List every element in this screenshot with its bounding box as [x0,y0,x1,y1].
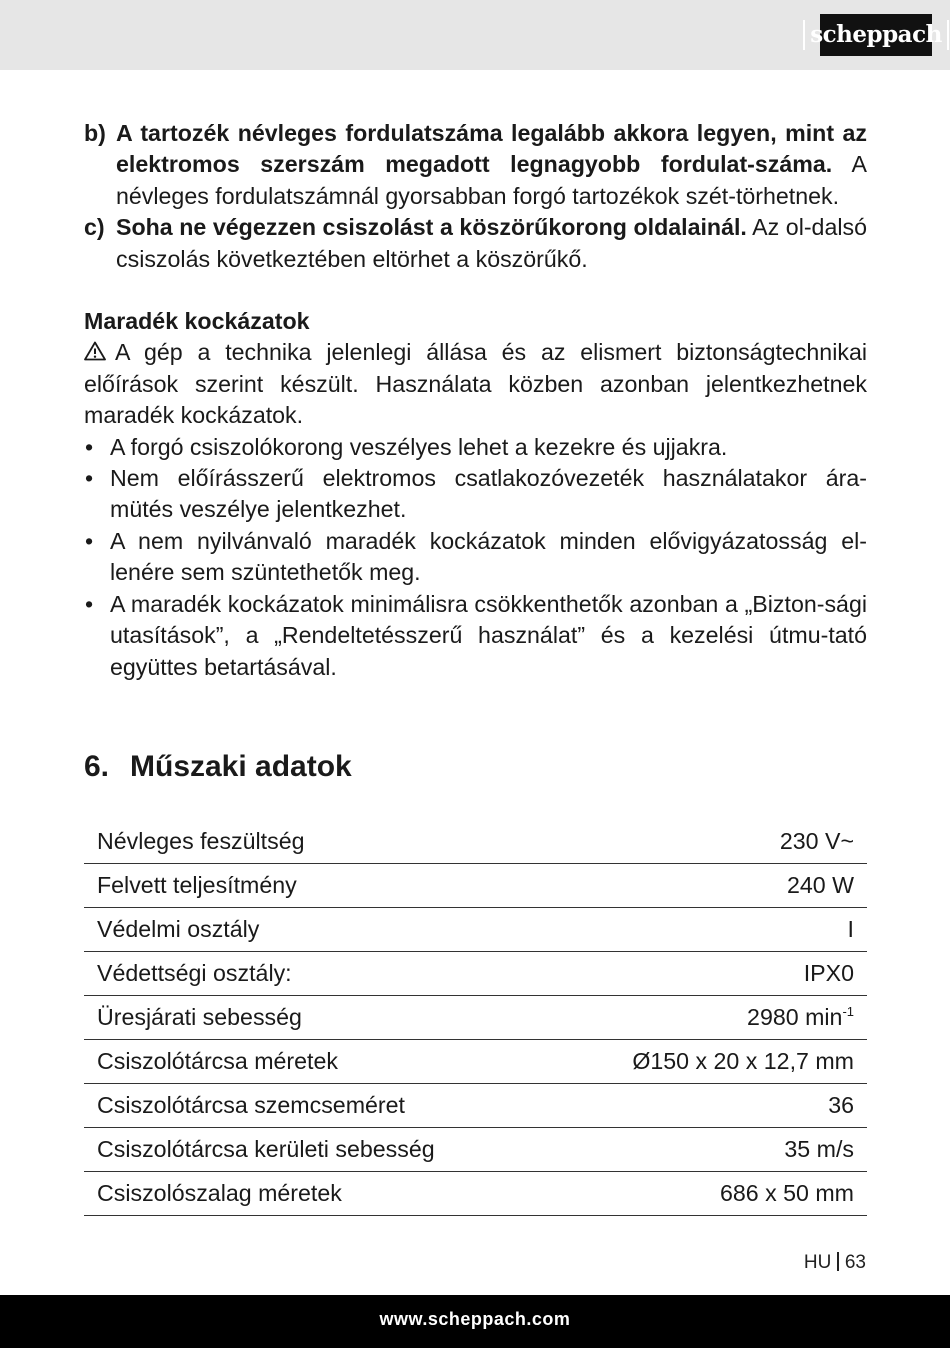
item-normal-text: Az ol-dalsó csiszolás következtében eltörhet a köszörűkő. [116,214,867,272]
page-number-value: 63 [844,1252,866,1273]
list-item-b [84,118,867,212]
residual-risks-intro [84,337,867,431]
spec-label: Névleges feszültség [84,820,550,864]
table-row [84,1128,867,1172]
bullet-icon: • [85,433,94,460]
page-content [84,118,867,683]
bullet-icon: • [85,465,94,492]
item-label: b) [84,120,106,146]
page-language: HU [803,1252,832,1273]
spec-value: Ø150 x 20 x 12,7 mm [550,1040,867,1084]
spec-label: Felvett teljesítmény [84,864,550,908]
spec-value-exponent: -1 [842,1004,854,1019]
item-normal-text: A névleges fordulatszámnál gyorsabban forgó tartozékok szét-törhetnek. [116,151,867,209]
section-title-text: Műszaki adatok [130,750,352,783]
list-item [84,463,867,526]
table-row [84,820,867,864]
bullet-text: Nem előírásszerű elektromos csatlakozóvezeték használatakor ára-mütés veszélye jelentkezhet. [110,465,867,523]
residual-risks-heading: Maradék kockázatok [84,308,310,335]
warning-icon [84,341,106,361]
technical-data-table [84,820,867,1216]
spec-value: I [550,908,867,952]
spec-label: Védettségi osztály: [84,952,550,996]
spec-value-cell [550,996,867,1040]
spec-label: Üresjárati sebesség [84,996,550,1040]
page-number [804,1252,866,1274]
spec-label: Csiszolótárcsa méretek [84,1040,550,1084]
spec-label: Védelmi osztály [84,908,550,952]
spec-label: Csiszolótárcsa kerületi sebesség [84,1128,550,1172]
item-bold-text: A tartozék névleges fordulatszáma legalább akkora legyen, mint az elektromos szerszám megadott legnagyobb fordulat-száma. [116,120,867,178]
spec-value: 35 m/s [550,1128,867,1172]
table-row [84,1084,867,1128]
header-bar [0,0,950,70]
table-row [84,908,867,952]
spec-value: IPX0 [550,952,867,996]
intro-text: A gép a technika jelenlegi állása és az elismert biztonságtechnikai előírások szerint készült. Használata közben azonban jelentkezhetnek maradék kockázatok. [84,339,867,429]
section-number: 6. [84,750,110,783]
section-title [84,750,352,784]
bullet-text: A maradék kockázatok minimálisra csökkenthetők azonban a „Bizton-sági utasítások”, a „Rendeltetésszerű használat” és a kezelési útmu-tató együttes betartásával. [110,590,867,680]
table-row [84,952,867,996]
bullet-icon: • [85,527,94,554]
bullet-text: A nem nyilvánvaló maradék kockázatok minden elővigyázatosság el-lenére sem szüntethetők meg. [110,527,867,586]
spec-value: 240 W [550,864,867,908]
item-text [116,212,867,275]
spec-value: 36 [550,1084,867,1128]
brand-logo-text: scheppach [803,20,949,50]
table-row [84,1040,867,1084]
spec-value: 2980 min [747,1004,843,1030]
spec-label: Csiszolószalag méretek [84,1172,550,1216]
list-item [84,589,867,683]
spec-value: 686 x 50 mm [550,1172,867,1216]
table-row [84,1172,867,1216]
residual-risks-list [84,432,867,683]
footer-url: www.scheppach.com [379,1309,571,1329]
list-item [84,432,867,463]
item-bold-text: Soha ne végezzen csiszolást a köszörűkorong oldalainál. [116,214,747,241]
table-row [84,864,867,908]
page-number-divider [837,1252,839,1271]
table-row [84,996,867,1040]
item-text [116,118,867,212]
bullet-icon: • [85,590,94,617]
list-item [84,526,867,589]
spec-label: Csiszolótárcsa szemcseméret [84,1084,550,1128]
brand-logo [810,14,942,56]
item-label: c) [84,214,105,241]
spec-value: 230 V~ [550,820,867,864]
footer-bar [0,1295,950,1348]
bullet-text: A forgó csiszolókorong veszélyes lehet a kezekre és ujjakra. [110,433,728,460]
list-item-c [84,212,867,275]
